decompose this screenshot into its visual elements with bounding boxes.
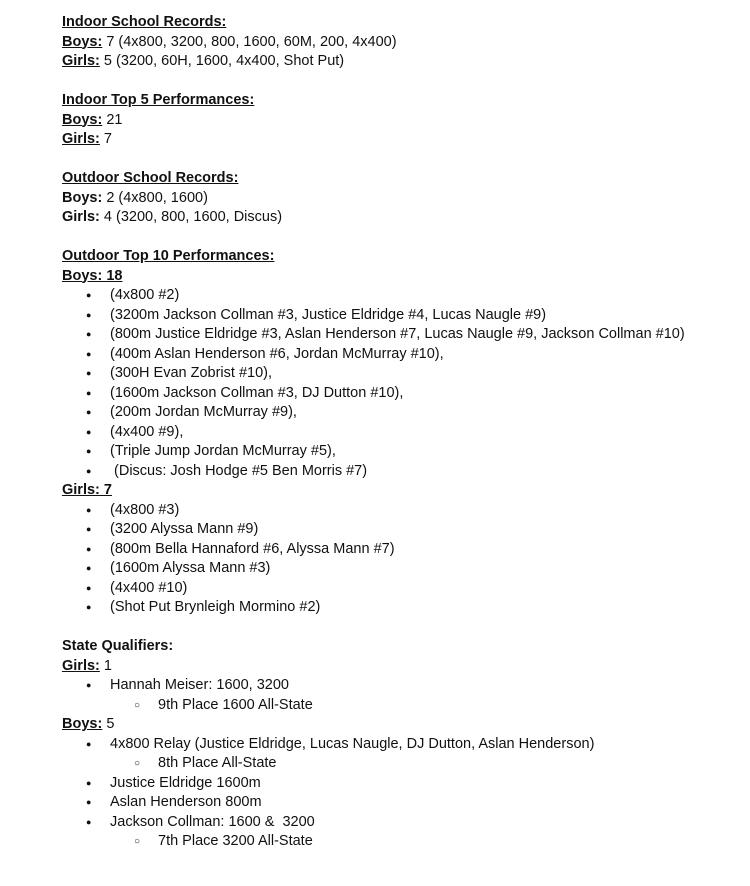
list-item: ● (800m Bella Hannaford #6, Alyssa Mann #7) (62, 540, 722, 560)
outdoor-top10-girls-label: Girls: 7 (62, 482, 112, 498)
outdoor-top10-girls-list (62, 501, 722, 618)
indoor-records-boys-line (62, 33, 722, 53)
boys-label: Boys: (62, 716, 103, 732)
state-qualifiers-section (62, 637, 722, 852)
indoor-records-girls-line (62, 52, 722, 72)
girls-label: Girls: (62, 131, 100, 147)
state-boys-list (62, 735, 722, 852)
state-girls-list (62, 676, 722, 715)
boys-label: Boys: (62, 111, 103, 128)
list-item: ● Aslan Henderson 800m (62, 793, 722, 813)
indoor-top5-boys-line (62, 111, 722, 131)
document-body (62, 13, 722, 852)
list-item: ● (4x400 #9), (62, 423, 722, 443)
indoor-top5-heading: Indoor Top 5 Performances: (62, 92, 255, 108)
list-item: ● Justice Eldridge 1600m (62, 774, 722, 794)
outdoor-records-heading: Outdoor School Records: (62, 170, 239, 186)
outdoor-records-section (62, 169, 722, 228)
list-item: ● Hannah Meiser: 1600, 3200 (62, 676, 722, 696)
indoor-records-section (62, 13, 722, 72)
list-item: ● (Shot Put Brynleigh Mormino #2) (62, 598, 722, 618)
boys-value: 7 (4x800, 3200, 800, 1600, 60M, 200, 4x400) (102, 33, 397, 50)
outdoor-records-boys-line (62, 189, 722, 209)
state-girls-line (62, 657, 722, 677)
girls-label: Girls: (62, 53, 100, 69)
girls-label: Girls: (62, 209, 100, 225)
list-item: ● (4x800 #2) (62, 286, 722, 306)
list-item: ● (Discus: Josh Hodge #5 Ben Morris #7) (62, 462, 722, 482)
outdoor-top10-section (62, 247, 722, 618)
sub-list-item: ○ 9th Place 1600 All-State (62, 696, 722, 716)
girls-value: 7 (99, 131, 112, 147)
girls-value: 5 (3200, 60H, 1600, 4x400, Shot Put) (99, 53, 345, 69)
list-item: ● (400m Aslan Henderson #6, Jordan McMurray #10), (62, 345, 722, 365)
list-item: ● (200m Jordan McMurray #9), (62, 403, 722, 423)
indoor-top5-section (62, 91, 722, 150)
boys-label: Boys: (62, 33, 103, 50)
list-item: ● (300H Evan Zobrist #10), (62, 364, 722, 384)
list-item: ● 4x800 Relay (Justice Eldridge, Lucas Naugle, DJ Dutton, Aslan Henderson) (62, 735, 722, 755)
girls-value: 4 (3200, 800, 1600, Discus) (99, 209, 283, 225)
outdoor-top10-heading: Outdoor Top 10 Performances: (62, 248, 275, 264)
state-boys-line (62, 715, 722, 735)
boys-value: 2 (4x800, 1600) (102, 189, 208, 206)
boys-value: 5 (102, 716, 115, 732)
boys-label: Boys: (62, 189, 103, 206)
outdoor-top10-boys-list (62, 286, 722, 481)
indoor-records-heading: Indoor School Records: (62, 14, 227, 30)
list-item: ● (4x800 #3) (62, 501, 722, 521)
outdoor-top10-boys-label: Boys: 18 (62, 267, 123, 284)
list-item: ● (4x400 #10) (62, 579, 722, 599)
indoor-top5-girls-line (62, 130, 722, 150)
sub-list-item: ○ 7th Place 3200 All-State (62, 832, 722, 852)
list-item: ● (1600m Alyssa Mann #3) (62, 559, 722, 579)
boys-value: 21 (102, 111, 123, 128)
list-item: ● (1600m Jackson Collman #3, DJ Dutton #10), (62, 384, 722, 404)
girls-label: Girls: (62, 657, 100, 674)
list-item: ● Jackson Collman: 1600 & 3200 (62, 813, 722, 833)
outdoor-records-girls-line (62, 208, 722, 228)
sub-list-item: ○ 8th Place All-State (62, 754, 722, 774)
list-item: ● (3200 Alyssa Mann #9) (62, 520, 722, 540)
girls-value: 1 (99, 657, 112, 674)
list-item: ● (Triple Jump Jordan McMurray #5), (62, 442, 722, 462)
list-item: ● (800m Justice Eldridge #3, Aslan Henderson #7, Lucas Naugle #9, Jackson Collman #10) (62, 325, 722, 345)
list-item: ● (3200m Jackson Collman #3, Justice Eldridge #4, Lucas Naugle #9) (62, 306, 722, 326)
state-qualifiers-heading: State Qualifiers: (62, 638, 174, 654)
